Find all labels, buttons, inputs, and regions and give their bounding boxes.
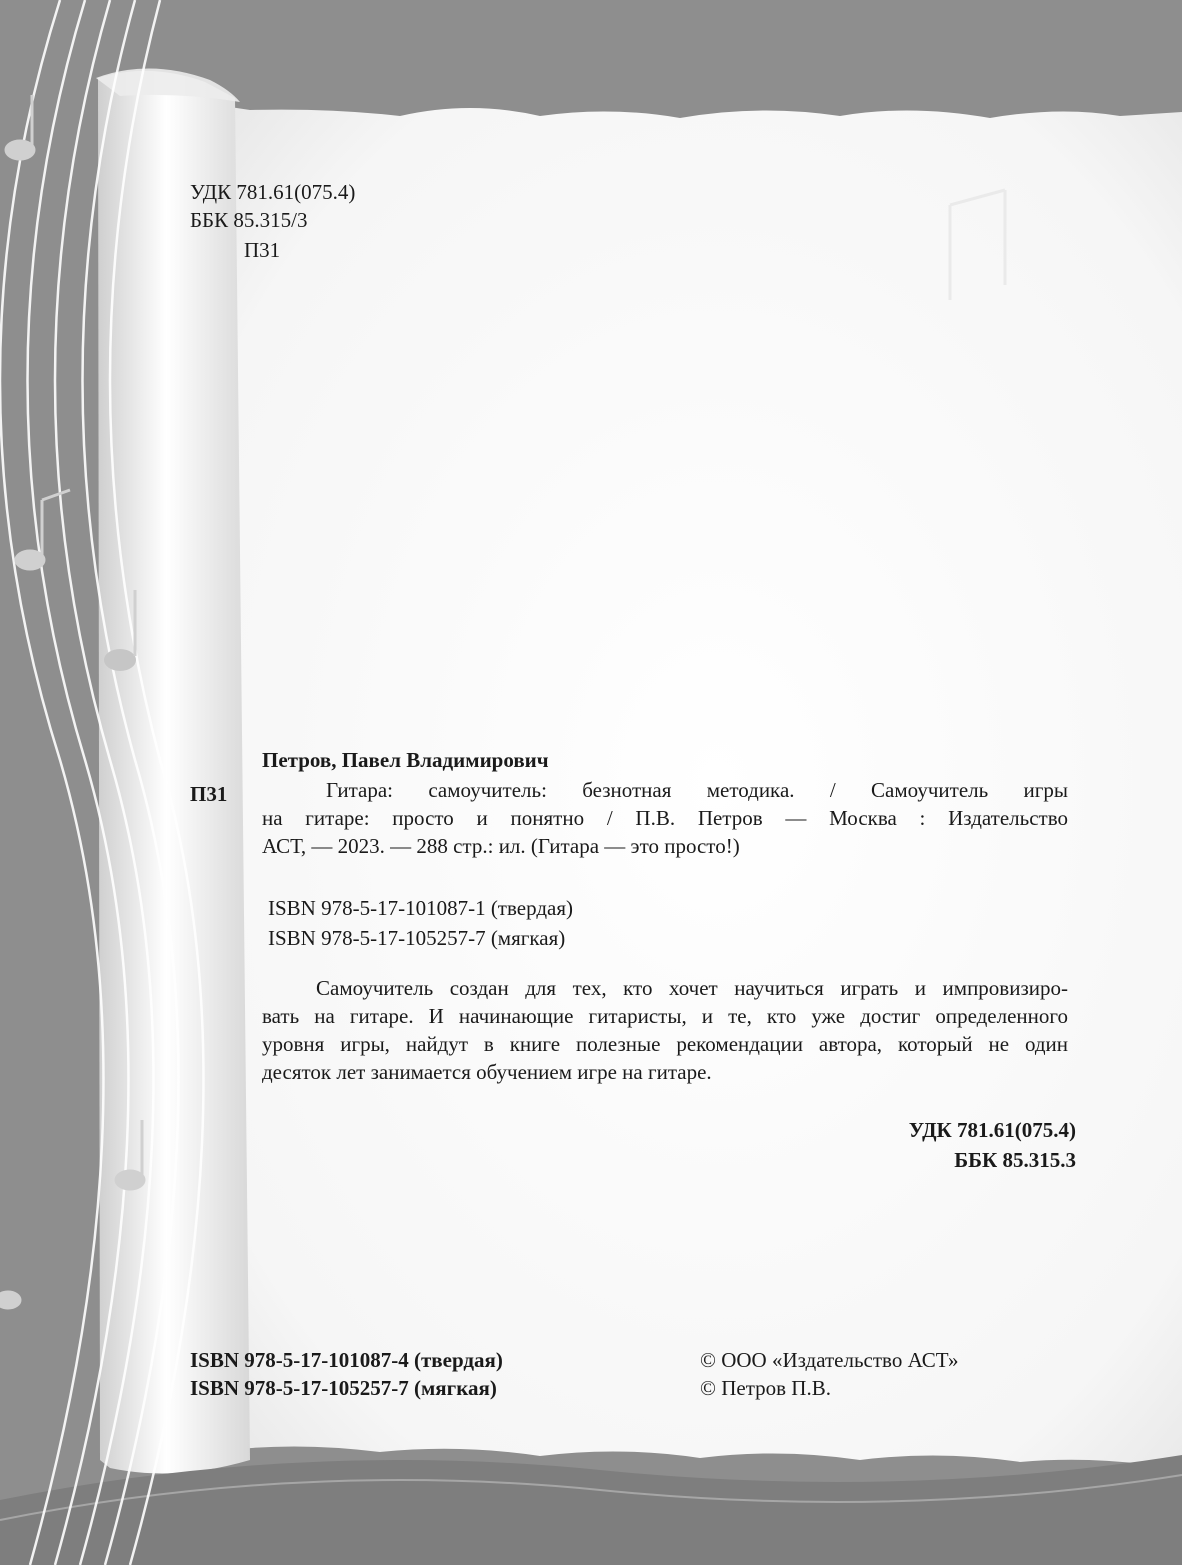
description-line: Гитара: самоучитель: безнотная методика. / Самоучитель игры [326, 778, 1068, 802]
copyright-publisher: © ООО «Издательство АСТ» [700, 1348, 959, 1372]
record-isbn-soft: ISBN 978-5-17-105257-7 (мягкая) [268, 926, 566, 950]
header-bbk: ББК 85.315/3 [190, 208, 308, 232]
annotation-line: десяток лет занимается обучением игре на гитаре. [262, 1060, 712, 1084]
footer-udk: УДК 781.61(075.4) [908, 1118, 1076, 1142]
author-name: Петров, Павел Владимирович [262, 748, 549, 772]
copyright-author: © Петров П.В. [700, 1376, 831, 1400]
description-line: АСТ, — 2023. — 288 стр.: ил. (Гитара — это просто!) [262, 834, 740, 858]
record-isbn-hard: ISBN 978-5-17-101087-1 (твердая) [268, 896, 573, 920]
record-description-cont [262, 804, 1068, 860]
record-description [262, 776, 1068, 804]
scroll-roll [98, 71, 250, 1474]
annotation [262, 974, 1068, 1086]
header-udk: УДК 781.61(075.4) [190, 180, 356, 204]
annotation-line: вать на гитаре. И начинающие гитаристы, и те, кто уже достиг определенного [262, 1004, 1068, 1028]
footer-bbk: ББК 85.315.3 [954, 1148, 1076, 1172]
header-author-mark: П31 [244, 238, 281, 262]
imprint-isbn-soft: ISBN 978-5-17-105257-7 (мягкая) [190, 1376, 497, 1400]
description-line: на гитаре: просто и понятно / П.В. Петров — Москва : Издательство [262, 806, 1068, 830]
record-author-mark: П31 [190, 782, 228, 806]
annotation-line: Самоучитель создан для тех, кто хочет научиться играть и импровизиро- [316, 976, 1068, 1000]
annotation-line: уровня игры, найдут в книге полезные рекомендации автора, который не один [262, 1032, 1068, 1056]
imprint-isbn-hard: ISBN 978-5-17-101087-4 (твердая) [190, 1348, 503, 1372]
